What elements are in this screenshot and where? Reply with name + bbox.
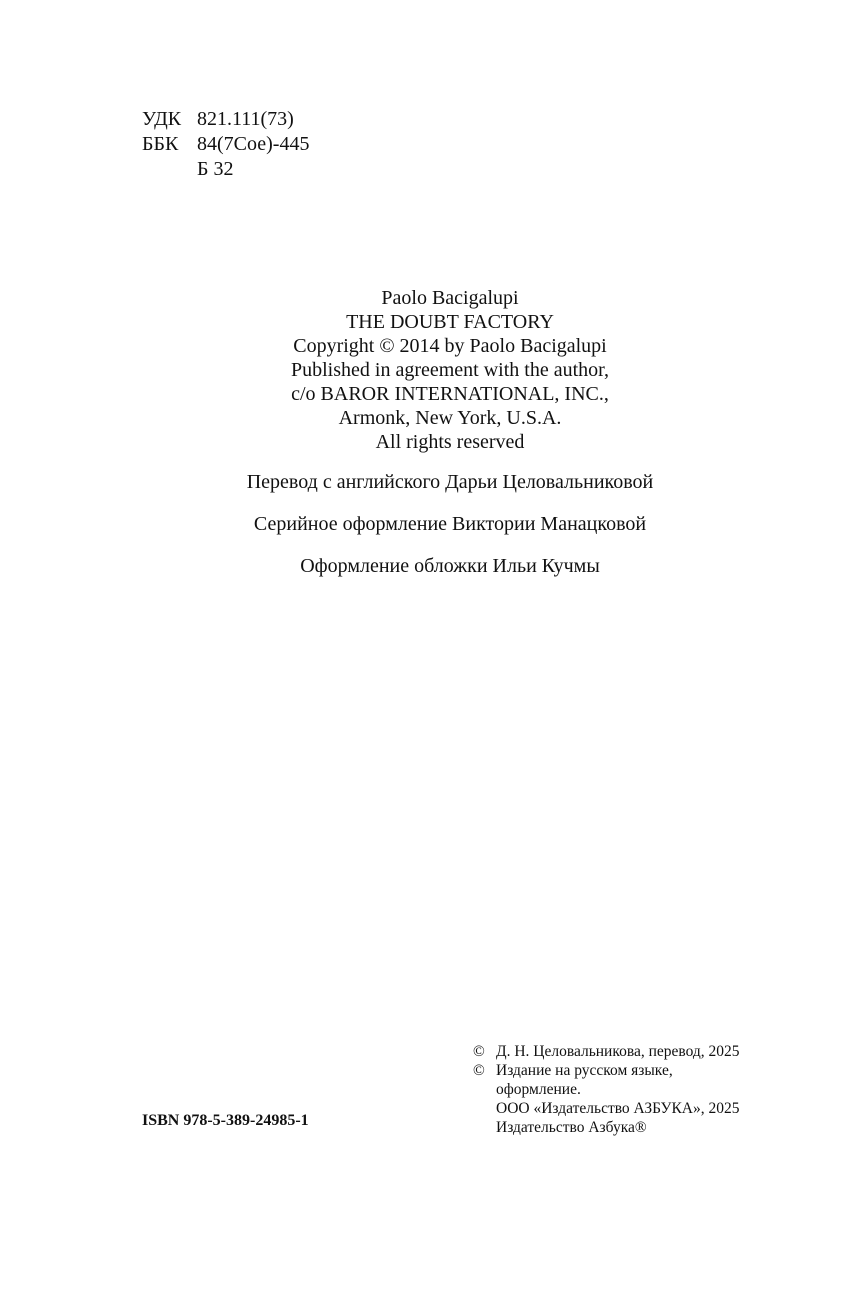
original-title: THE DOUBT FACTORY — [346, 311, 554, 333]
classification-block — [142, 107, 309, 182]
author-mark: Б 32 — [197, 158, 234, 180]
copyright-symbol: © — [473, 1043, 485, 1060]
translation-copyright-text: Д. Н. Целовальникова, перевод, 2025 — [496, 1043, 740, 1060]
copyright-line: Copyright © 2014 by Paolo Bacigalupi — [293, 335, 607, 357]
bbk-value: 84(7Сое)-445 — [197, 133, 310, 155]
isbn: ISBN 978-5-389-24985-1 — [142, 1112, 309, 1129]
bbk-row — [142, 132, 309, 157]
copyright-symbol: © — [473, 1062, 485, 1079]
translation-credit: Перевод с английского Дарьи Целовальниковой — [246, 471, 654, 493]
bbk-label: ББК — [142, 133, 179, 155]
edition-copyright — [473, 1061, 813, 1137]
copyright-notices — [473, 1042, 813, 1137]
edition-copyright-line: Издательство Азбука® — [496, 1119, 647, 1136]
translation-copyright — [473, 1042, 813, 1061]
series-design-credit: Серийное оформление Виктории Манацковой — [253, 513, 647, 535]
author-mark-row — [142, 157, 309, 182]
rights-reserved-line: All rights reserved — [375, 431, 525, 453]
udk-row — [142, 107, 309, 132]
original-author: Paolo Bacigalupi — [381, 287, 519, 309]
rights-block — [0, 286, 856, 454]
edition-copyright-line: ООО «Издательство АЗБУКА», 2025 — [496, 1100, 740, 1117]
cover-design-credit: Оформление обложки Ильи Кучмы — [300, 555, 600, 577]
agency-line: c/o BAROR INTERNATIONAL, INC., — [291, 383, 609, 405]
udk-value: 821.111(73) — [197, 108, 294, 130]
edition-copyright-line: оформление. — [496, 1081, 581, 1098]
agreement-line: Published in agreement with the author, — [290, 359, 610, 381]
credits-block — [0, 470, 856, 596]
location-line: Armonk, New York, U.S.A. — [338, 407, 562, 429]
udk-label: УДК — [142, 108, 182, 130]
edition-copyright-line: Издание на русском языке, — [496, 1062, 673, 1079]
